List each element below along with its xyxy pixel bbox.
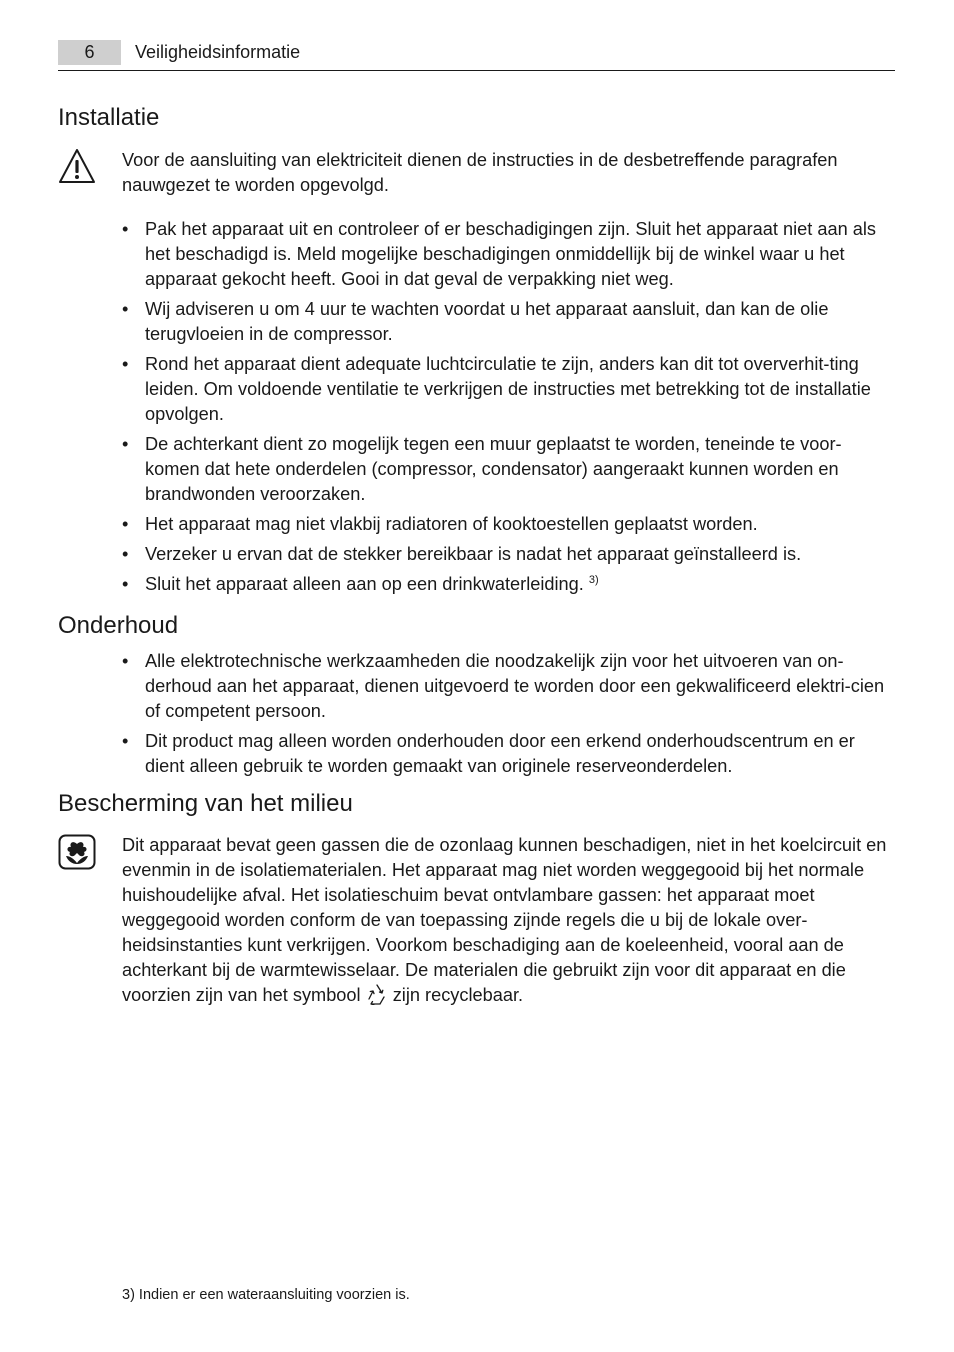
footnote: 3) Indien er een wateraansluiting voorzien is.	[122, 1287, 410, 1303]
list-item: • Pak het apparaat uit en controleer of er beschadigingen zijn. Sluit het apparaat niet aan als het beschadigd is. Meld mogelijke beschadigingen onmiddellijk bij de winkel waar u het apparaat gekocht heeft. Gooi in dat geval de verpakking niet weg.	[122, 219, 877, 289]
heading-onderhoud: Onderhoud	[58, 612, 179, 639]
list-item: • Wij adviseren u om 4 uur te wachten voordat u het apparaat aansluit, dan kan de olie terugvloeien in de compressor.	[122, 299, 829, 344]
list-item: • Het apparaat mag niet vlakbij radiatoren of kooktoestellen geplaatst worden.	[122, 514, 758, 534]
list-item: • Alle elektrotechnische werkzaamheden die noodzakelijk zijn voor het uitvoeren van on-derhoud aan het apparaat, dienen uitgevoerd te worden door een gekwalificeerd elektri-cien of competent persoon.	[122, 651, 885, 721]
list-item: • Verzeker u ervan dat de stekker bereikbaar is nadat het apparaat geïnstalleerd is.	[122, 544, 802, 564]
list-item: • Sluit het apparaat alleen aan op een drinkwaterleiding. $^{3)}$	[122, 573, 599, 594]
list-item: • Dit product mag alleen worden onderhouden door een erkend onderhoudscentrum en er dient alleen gebruik te worden gemaakt van originele reserveonderdelen.	[122, 731, 855, 776]
heading-installatie: Installatie	[58, 104, 160, 131]
recycle-icon	[366, 983, 388, 1005]
footnote-ref: 3)	[588, 573, 599, 586]
installation-warning-text: Voor de aansluiting van elektriciteit dienen de instructies in de desbetreffende paragrafen nauwgezet te worden opgevolgd.	[122, 150, 838, 195]
heading-milieu: Bescherming van het milieu	[58, 790, 353, 817]
page-number: 6	[58, 40, 121, 65]
list-item: • Rond het apparaat dient adequate luchtcirculatie te zijn, anders kan dit tot oververhit-ting leiden. Om voldoende ventilatie te verkrijgen de instructies met betrekking tot de installatie opvolgen.	[122, 354, 871, 424]
header-section-title: Veiligheidsinformatie	[135, 42, 301, 62]
environment-text: Dit apparaat bevat geen gassen die de ozonlaag kunnen beschadigen, niet in het koelcircuit en evenmin in de isolatiematerialen. Het apparaat mag niet worden weggegooid bij het normale huishoudelijke afval. Het isolatieschuim bevat ontvlambare gassen: het apparaat moet weggegooid worden conform de van toepassing zijnde regels die u bij de lokale over-heidsinstanties kunt verkrijgen. Voorkom beschadiging aan de koeleenheid, vooral aan de achterkant bij de warmtewisselaar. De materialen die gebruikt zijn voor dit apparaat en die voorzien zijn van het symbool zijn recyclebaar.	[122, 835, 887, 1005]
warning-triangle-icon	[58, 147, 96, 185]
installation-bullet-list	[122, 217, 894, 602]
maintenance-bullet-list	[122, 649, 894, 784]
environment-flower-icon	[58, 834, 96, 870]
page-header	[58, 40, 895, 71]
list-item: • De achterkant dient zo mogelijk tegen een muur geplaatst te worden, teneinde te voor-komen dat hete onderdelen (compressor, condensator) aangeraakt kunnen worden en brandwonden veroorzaken.	[122, 434, 842, 504]
